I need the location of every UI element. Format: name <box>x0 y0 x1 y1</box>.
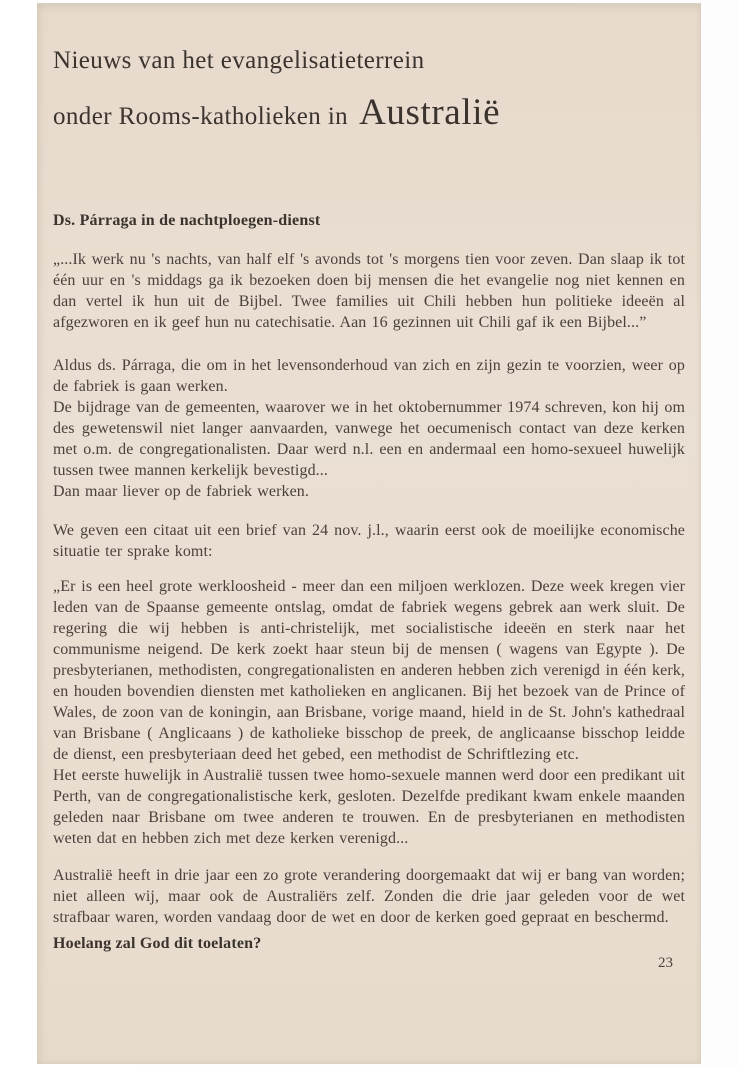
page-number: 23 <box>658 955 673 971</box>
magazine-page <box>37 3 701 1064</box>
paragraph-aldus-parraga: Aldus ds. Párraga, die om in het levensonderhoud van zich en zijn gezin te voorzien, weer op de fabriek is gaan werken. <box>53 357 685 395</box>
paragraph-dan-maar-liever: Dan maar liever op de fabriek werken. <box>53 483 310 500</box>
paragraph-bijdrage-gemeenten: De bijdrage van de gemeenten, waarover we in het oktobernummer 1974 schreven, kon hij om des gewetenswil niet langer aanvaarden, vanwege het oecumenisch contact van deze kerken met o.m. de congregationalisten. Daar werd n.l. een en andermaal een homo-sexueel huwelijk tussen twee mannen kerkelijk bevestigd... <box>53 399 685 479</box>
paragraph-australie-verandering: Australië heeft in drie jaar een zo grote verandering doorgemaakt dat wij er bang van worden; niet alleen wij, maar ook de Australiërs zelf. Zonden die drie jaar geleden voor de wet strafbaar waren, worden vandaag door de wet en door de kerken goed gepraat en beschermd. <box>53 867 685 926</box>
article-title-line1: Nieuws van het evangelisatieterrein <box>53 47 425 74</box>
article-title <box>53 44 685 139</box>
article-title-line2 <box>53 91 685 139</box>
paragraph-citaat-intro: We geven een citaat uit een brief van 24 nov. j.l., waarin eerst ook de moeilijke economische situatie ter sprake komt: <box>53 522 685 560</box>
closing-heading-hoelang: Hoelang zal God dit toelaten? <box>53 935 262 952</box>
page-content <box>37 4 701 972</box>
paragraph-quote-werkloosheid: „Er is een heel grote werkloosheid - meer dan een miljoen werklozen. Deze week kregen vier leden van de Spaanse gemeente ontslag, omdat de fabriek wegens gebrek aan werk sluit. De regering die wij hebben is anti-christelijk, met socialistische ideeën en sterk naar het communisme neigend. De kerk zoekt haar steun bij de mensen ( wagens van Egypte ). De presbyterianen, methodisten, congregationalisten en anderen hebben zich verenigd in één kerk, en houden bovendien diensten met katholieken en anglicanen. Bij het bezoek van de Prince of Wales, de zoon van de koningin, aan Brisbane, vorige maand, hield in de St. John's kathedraal van Brisbane ( Anglicaans ) de katholieke bisschop de preek, de anglicaanse bisschop leidde de dienst, een presbyteriaan deed het gebed, een methodist de Schriftlezing etc. <box>53 578 685 763</box>
paragraph-eerste-huwelijk: Het eerste huwelijk in Australië tussen twee homo-sexuele mannen werd door een predikant uit Perth, van de congregationalistische kerk, gesloten. Dezelfde predikant kwam enkele maanden geleden naar Brisbane om twee anderen te trouwen. En de presbyterianen en methodisten weten dat en hebben zich met deze kerken verenigd... <box>53 767 685 847</box>
article-title-emphasis: Australië <box>359 92 501 133</box>
paragraph-quote-night-work: „...Ik werk nu 's nachts, van half elf 's avonds tot 's morgens tien voor zeven. Dan slaap ik tot één uur en 's middags ga ik bezoeken doen bij mensen die het evangelie nog niet kennen en dan vertel ik hun uit de Bijbel. Twee families uit Chili hebben hun politieke ideeën al afgezworen en ik geef hun nu catechisatie. Aan 16 gezinnen uit Chili gaf ik een Bijbel...” <box>53 251 685 331</box>
section-heading-nachtploegen-dienst: Ds. Párraga in de nachtploegen-dienst <box>53 212 321 229</box>
article-title-line2-prefix: onder Rooms-katholieken in <box>53 103 349 130</box>
